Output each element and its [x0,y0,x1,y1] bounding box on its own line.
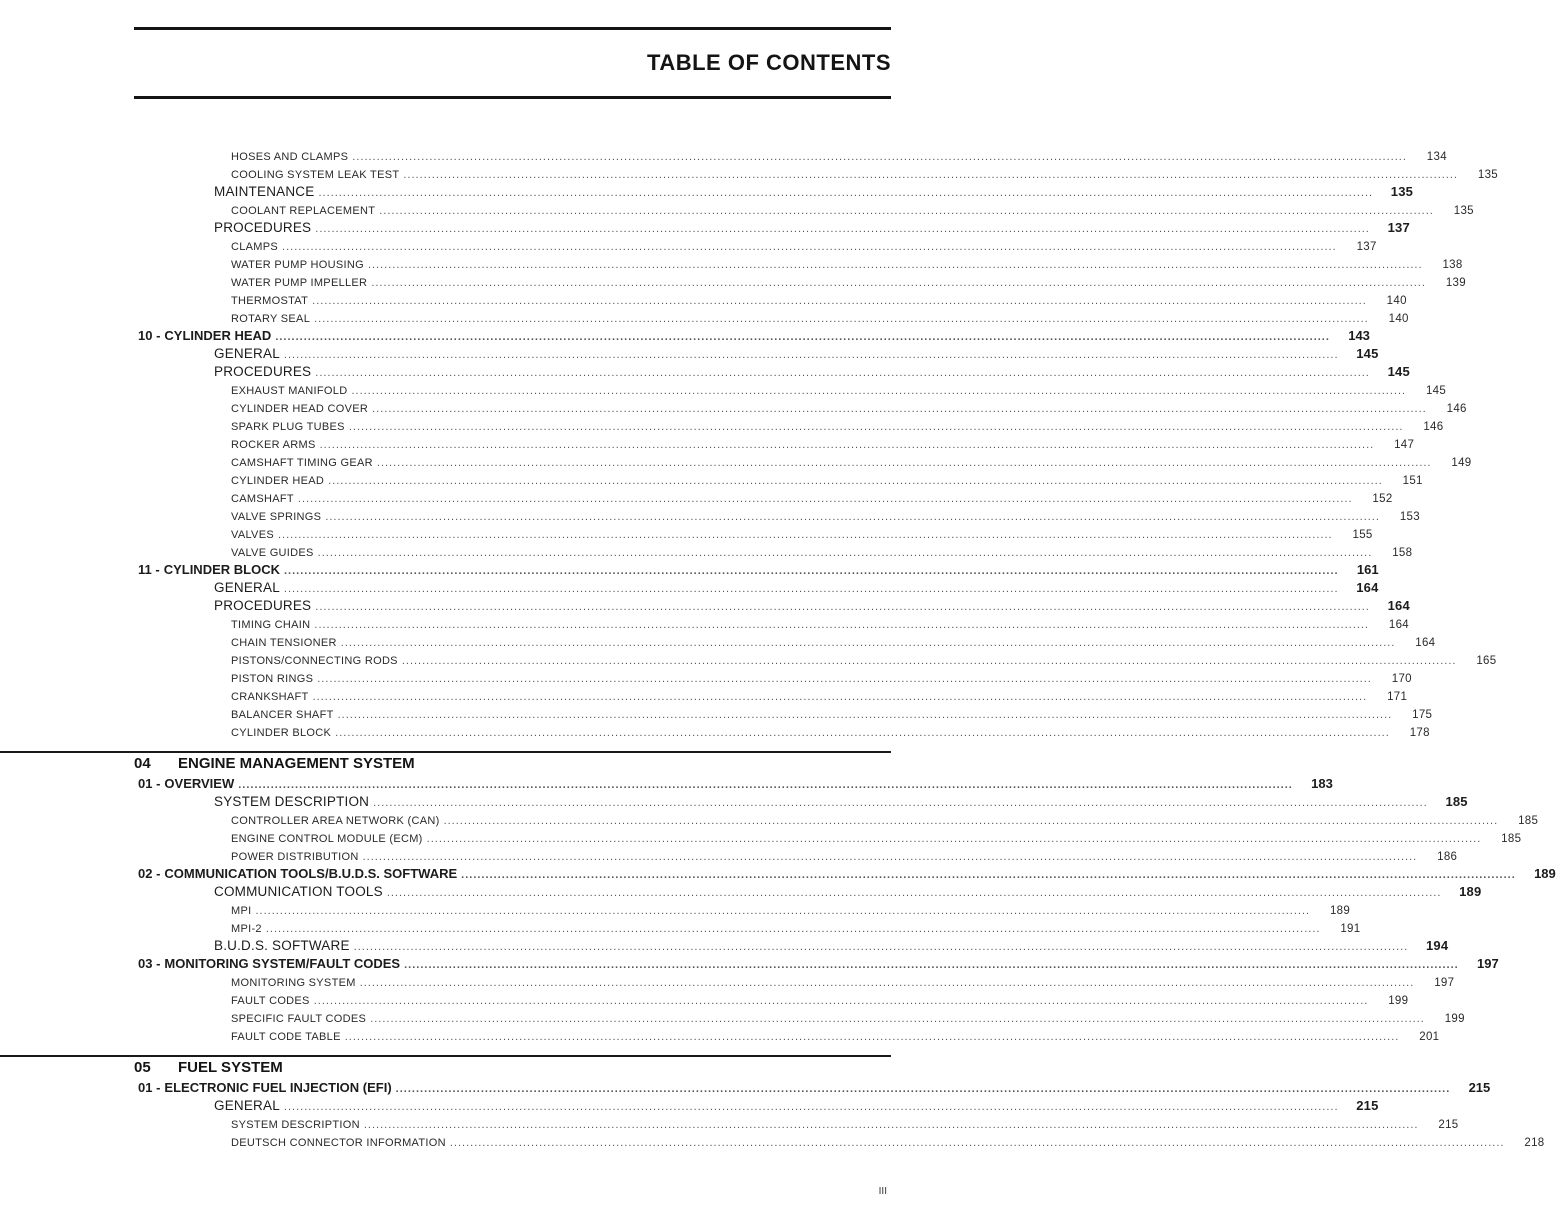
toc-entry-level-3[interactable] [0,613,1409,631]
dot-leader: .................................................................................................................................................................................................................................................................... [325,511,1380,523]
toc-entry-level-3[interactable] [0,1025,1440,1043]
dot-leader: .................................................................................................................................................................................................................................................................... [386,887,1442,899]
toc-entry-level-1[interactable] [0,559,1379,577]
entry-page-number: 145 [1425,385,1447,397]
dot-leader: .................................................................................................................................................................................................................................................................... [401,655,1457,667]
dot-leader: .................................................................................................................................................................................................................................................................... [312,691,1368,703]
page-title: TABLE OF CONTENTS [647,50,891,75]
entry-page-number: 143 [1348,328,1370,343]
section-number: 04 [134,755,151,772]
entry-title: PISTON RINGS [231,673,314,685]
entry-page-number: 178 [1409,727,1430,739]
entry-page-number: 186 [1437,851,1458,863]
dot-leader: .................................................................................................................................................................................................................................................................... [370,1013,1425,1025]
toc-entry-level-3[interactable] [0,667,1412,685]
dot-leader: .................................................................................................................................................................................................................................................................... [283,349,1339,361]
toc-entry-level-1[interactable] [0,863,1556,881]
page-number: III [878,1186,887,1197]
entry-title: VALVE SPRINGS [231,511,322,523]
entry-title: PISTONS/CONNECTING RODS [231,655,398,667]
dot-leader: .................................................................................................................................................................................................................................................................... [363,1119,1419,1131]
entry-page-number: 197 [1434,977,1455,989]
entry-title: MONITORING SYSTEM/FAULT CODES [164,956,401,971]
dot-leader: .................................................................................................................................................................................................................................................................... [335,727,1390,739]
dot-leader: .................................................................................................................................................................................................................................................................... [395,1083,1451,1095]
entry-title: FAULT CODE TABLE [231,1031,341,1043]
toc-entry-level-2[interactable] [0,881,1482,899]
entry-page-number: 171 [1387,691,1408,703]
entry-page-number: 215 [1356,1098,1379,1113]
entry-title: THERMOSTAT [231,295,309,307]
entry-title: VALVE GUIDES [231,547,314,559]
chapter-number: 11 - [138,562,160,577]
toc-entry-level-2[interactable] [0,935,1449,953]
entry-page-number: 155 [1352,529,1373,541]
toc-entry-level-3[interactable] [0,415,1444,433]
dot-leader: .................................................................................................................................................................................................................................................................... [426,833,1482,845]
dot-leader: .................................................................................................................................................................................................................................................................... [340,637,1396,649]
dot-leader: .................................................................................................................................................................................................................................................................... [372,403,1427,415]
section-title: ENGINE MANAGEMENT SYSTEM [178,755,415,772]
entry-title: GENERAL [214,580,280,595]
entry-title: MPI [231,905,252,917]
toc-entry-level-3[interactable] [0,523,1373,541]
toc-entry-level-3[interactable] [0,145,1447,163]
entry-title: CAMSHAFT [231,493,294,505]
toc-entry-level-3[interactable] [0,845,1458,863]
dot-leader: .................................................................................................................................................................................................................................................................... [283,565,1339,577]
dot-leader: .................................................................................................................................................................................................................................................................... [315,367,1370,379]
dot-leader: .................................................................................................................................................................................................................................................................... [315,601,1370,613]
table-of-contents [0,145,1556,1149]
entry-page-number: 197 [1477,956,1499,971]
toc-entry-level-3[interactable] [0,1007,1465,1025]
entry-title: OVERVIEW [164,776,235,791]
entry-page-number: 135 [1477,169,1498,181]
entry-title: WATER PUMP IMPELLER [231,277,368,289]
toc-entry-level-3[interactable] [0,235,1377,253]
toc-entry-level-3[interactable] [0,899,1351,917]
entry-title: COMMUNICATION TOOLS [214,884,383,899]
chapter-number: 10 - [138,328,161,343]
entry-page-number: 164 [1415,637,1436,649]
toc-entry-level-3[interactable] [0,163,1498,181]
entry-title: SPARK PLUG TUBES [231,421,345,433]
toc-entry-level-3[interactable] [0,451,1472,469]
toc-entry-level-3[interactable] [0,271,1466,289]
dot-leader: .................................................................................................................................................................................................................................................................... [337,709,1393,721]
entry-page-number: 145 [1356,346,1379,361]
dot-leader: .................................................................................................................................................................................................................................................................... [313,995,1369,1007]
entry-page-number: 189 [1459,884,1482,899]
dot-leader: .................................................................................................................................................................................................................................................................... [277,529,1333,541]
dot-leader: .................................................................................................................................................................................................................................................................... [362,851,1418,863]
toc-entry-level-2[interactable] [0,217,1410,235]
entry-page-number: 164 [1356,580,1379,595]
toc-entry-level-3[interactable] [0,649,1497,667]
entry-title: CYLINDER BLOCK [231,727,332,739]
dot-leader: .................................................................................................................................................................................................................................................................... [314,313,1369,325]
dot-leader: .................................................................................................................................................................................................................................................................... [319,439,1375,451]
toc-entry-level-2[interactable] [0,361,1410,379]
toc-entry-level-2[interactable] [0,577,1379,595]
entry-page-number: 137 [1387,220,1410,235]
section-heading [0,751,891,773]
entry-page-number: 215 [1468,1080,1491,1095]
entry-page-number: 138 [1442,259,1463,271]
entry-title: COMMUNICATION TOOLS/B.U.D.S. SOFTWARE [164,866,458,881]
entry-title: SPECIFIC FAULT CODES [231,1013,367,1025]
entry-page-number: 185 [1518,815,1539,827]
toc-entry-level-3[interactable] [0,379,1447,397]
toc-entry-level-1[interactable] [0,325,1370,343]
entry-title: CONTROLLER AREA NETWORK (CAN) [231,815,440,827]
entry-title: ELECTRONIC FUEL INJECTION (EFI) [164,1080,392,1095]
dot-leader: .................................................................................................................................................................................................................................................................... [328,475,1383,487]
chapter-number: 01 - [138,1080,161,1095]
dot-leader: .................................................................................................................................................................................................................................................................... [255,905,1311,917]
toc-entry-level-2[interactable] [0,595,1410,613]
entry-page-number: 194 [1425,938,1449,953]
entry-title: GENERAL [214,346,280,361]
dot-leader: .................................................................................................................................................................................................................................................................... [297,493,1353,505]
entry-title: CHAIN TENSIONER [231,637,337,649]
entry-page-number: 140 [1386,295,1407,307]
entry-page-number: 161 [1356,562,1379,577]
toc-entry-level-3[interactable] [0,703,1433,721]
entry-page-number: 164 [1387,598,1410,613]
toc-entry-level-3[interactable] [0,541,1413,559]
toc-entry-level-3[interactable] [0,827,1522,845]
toc-entry-level-3[interactable] [0,253,1463,271]
entry-page-number: 147 [1394,439,1415,451]
dot-leader: .................................................................................................................................................................................................................................................................... [348,421,1404,433]
entry-page-number: 151 [1402,475,1423,487]
dot-leader: .................................................................................................................................................................................................................................................................... [404,959,1459,971]
dot-leader: .................................................................................................................................................................................................................................................................... [317,673,1372,685]
chapter-number: 01 - [138,776,161,791]
toc-entry-level-3[interactable] [0,971,1455,989]
entry-title: CAMSHAFT TIMING GEAR [231,457,373,469]
entry-page-number: 139 [1445,277,1466,289]
dot-leader: .................................................................................................................................................................................................................................................................... [367,259,1423,271]
dot-leader: .................................................................................................................................................................................................................................................................... [275,331,1330,343]
entry-title: ROCKER ARMS [231,439,316,451]
toc-entry-level-1[interactable] [0,953,1499,971]
dot-leader: .................................................................................................................................................................................................................................................................... [352,151,1407,163]
toc-entry-level-3[interactable] [0,397,1467,415]
dot-leader: .................................................................................................................................................................................................................................................................... [314,619,1369,631]
dot-leader: .................................................................................................................................................................................................................................................................... [371,277,1426,289]
entry-title: PROCEDURES [214,220,312,235]
entry-title: CRANKSHAFT [231,691,309,703]
entry-title: SYSTEM DESCRIPTION [214,794,370,809]
entry-title: WATER PUMP HOUSING [231,259,364,271]
entry-title: COOLANT REPLACEMENT [231,205,376,217]
toc-entry-level-3[interactable] [0,809,1539,827]
entry-title: CYLINDER HEAD [164,328,272,343]
entry-title: COOLING SYSTEM LEAK TEST [231,169,400,181]
toc-entry-level-3[interactable] [0,917,1361,935]
toc-entry-level-3[interactable] [0,631,1436,649]
entry-page-number: 215 [1438,1119,1459,1131]
entry-page-number: 137 [1356,241,1377,253]
entry-page-number: 199 [1444,1013,1465,1025]
section-number: 05 [134,1059,151,1076]
dot-leader: .................................................................................................................................................................................................................................................................... [283,1101,1339,1113]
chapter-number: 03 - [138,956,161,971]
dot-leader: .................................................................................................................................................................................................................................................................... [449,1137,1505,1149]
dot-leader: .................................................................................................................................................................................................................................................................... [344,1031,1400,1043]
entry-page-number: 165 [1476,655,1497,667]
toc-entry-level-3[interactable] [0,1131,1545,1149]
entry-page-number: 135 [1390,184,1414,199]
entry-title: MAINTENANCE [214,184,315,199]
toc-entry-level-3[interactable] [0,469,1423,487]
toc-entry-level-3[interactable] [0,721,1430,739]
toc-entry-level-3[interactable] [0,989,1409,1007]
toc-entry-level-2[interactable] [0,791,1468,809]
entry-title: VALVES [231,529,274,541]
entry-title: TIMING CHAIN [231,619,311,631]
entry-page-number: 135 [1453,205,1474,217]
dot-leader: .................................................................................................................................................................................................................................................................... [379,205,1434,217]
entry-title: EXHAUST MANIFOLD [231,385,348,397]
entry-title: CLAMPS [231,241,279,253]
toc-entry-level-3[interactable] [0,433,1415,451]
entry-page-number: 218 [1524,1137,1545,1149]
entry-page-number: 158 [1392,547,1413,559]
entry-title: ROTARY SEAL [231,313,311,325]
chapter-number: 02 - [138,866,161,881]
entry-page-number: 185 [1501,833,1522,845]
entry-page-number: 199 [1388,995,1409,1007]
entry-page-number: 140 [1388,313,1409,325]
section-title: FUEL SYSTEM [178,1059,283,1076]
toc-entry-level-3[interactable] [0,199,1474,217]
dot-leader: .................................................................................................................................................................................................................................................................... [376,457,1432,469]
toc-entry-level-3[interactable] [0,1113,1459,1131]
entry-title: B.U.D.S. SOFTWARE [214,938,350,953]
entry-page-number: 189 [1534,866,1556,881]
entry-title: SYSTEM DESCRIPTION [231,1119,360,1131]
entry-title: PROCEDURES [214,364,312,379]
dot-leader: .................................................................................................................................................................................................................................................................... [315,223,1370,235]
entry-title: PROCEDURES [214,598,312,613]
dot-leader: .................................................................................................................................................................................................................................................................... [238,779,1293,791]
toc-entry-level-1[interactable] [0,773,1333,791]
toc-entry-level-2[interactable] [0,1095,1379,1113]
entry-page-number: 164 [1388,619,1409,631]
entry-title: ENGINE CONTROL MODULE (ECM) [231,833,423,845]
entry-page-number: 152 [1372,493,1393,505]
entry-title: HOSES AND CLAMPS [231,151,349,163]
toc-entry-level-3[interactable] [0,307,1409,325]
dot-leader: .................................................................................................................................................................................................................................................................... [317,547,1373,559]
toc-entry-level-3[interactable] [0,289,1407,307]
top-rule [134,27,891,30]
dot-leader: .................................................................................................................................................................................................................................................................... [283,583,1339,595]
entry-page-number: 149 [1451,457,1472,469]
entry-page-number: 134 [1426,151,1447,163]
dot-leader: .................................................................................................................................................................................................................................................................... [351,385,1407,397]
dot-leader: .................................................................................................................................................................................................................................................................... [353,941,1409,953]
entry-title: BALANCER SHAFT [231,709,334,721]
dot-leader: .................................................................................................................................................................................................................................................................... [443,815,1499,827]
dot-leader: .................................................................................................................................................................................................................................................................... [282,241,1337,253]
entry-page-number: 201 [1419,1031,1440,1043]
toc-entry-level-3[interactable] [0,685,1408,703]
entry-page-number: 153 [1399,511,1420,523]
entry-title: CYLINDER HEAD [231,475,325,487]
dot-leader: .................................................................................................................................................................................................................................................................... [359,977,1415,989]
entry-page-number: 146 [1423,421,1444,433]
toc-entry-level-2[interactable] [0,181,1414,199]
entry-title: GENERAL [214,1098,280,1113]
entry-page-number: 175 [1412,709,1433,721]
entry-page-number: 183 [1311,776,1333,791]
dot-leader: .................................................................................................................................................................................................................................................................... [373,797,1428,809]
dot-leader: .................................................................................................................................................................................................................................................................... [265,923,1321,935]
toc-entry-level-3[interactable] [0,505,1420,523]
entry-title: DEUTSCH CONNECTOR INFORMATION [231,1137,446,1149]
toc-entry-level-2[interactable] [0,343,1379,361]
dot-leader: .................................................................................................................................................................................................................................................................... [403,169,1458,181]
entry-page-number: 145 [1387,364,1410,379]
section-heading [0,1055,891,1077]
toc-entry-level-3[interactable] [0,487,1393,505]
entry-page-number: 170 [1391,673,1412,685]
entry-title: POWER DISTRIBUTION [231,851,359,863]
dot-leader: .................................................................................................................................................................................................................................................................... [312,295,1367,307]
entry-title: FAULT CODES [231,995,310,1007]
entry-page-number: 146 [1446,403,1467,415]
entry-title: MPI-2 [231,923,262,935]
entry-page-number: 191 [1340,923,1361,935]
entry-page-number: 185 [1445,794,1468,809]
dot-leader: .................................................................................................................................................................................................................................................................... [318,187,1374,199]
entry-page-number: 189 [1329,905,1351,917]
title-rule [134,96,891,99]
entry-title: MONITORING SYSTEM [231,977,356,989]
entry-title: CYLINDER BLOCK [163,562,280,577]
entry-title: CYLINDER HEAD COVER [231,403,369,415]
dot-leader: .................................................................................................................................................................................................................................................................... [461,869,1516,881]
toc-entry-level-1[interactable] [0,1077,1491,1095]
